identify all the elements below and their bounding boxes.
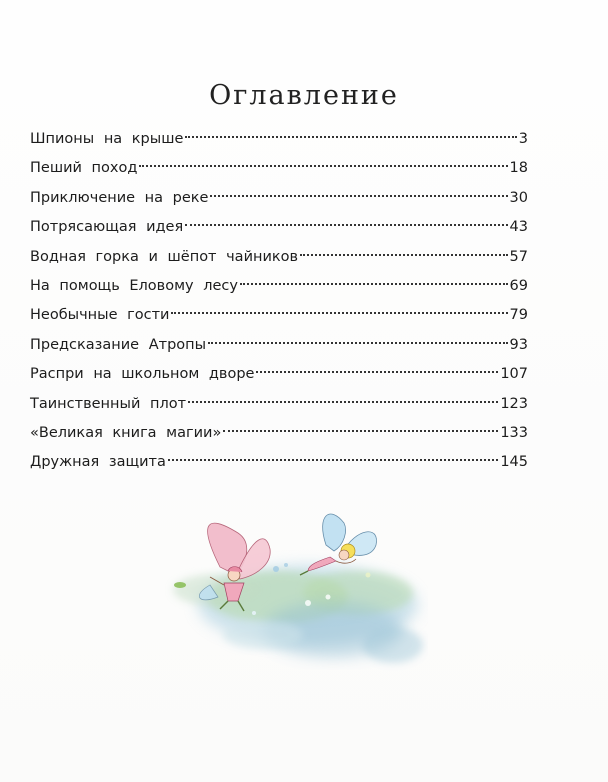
dot-leader — [223, 430, 498, 432]
dot-leader — [185, 224, 507, 226]
toc-entry[interactable] — [30, 213, 528, 242]
toc-entry-title: На помощь Еловому лесу — [30, 277, 238, 294]
toc-entry-title: Потрясающая идея — [30, 219, 184, 236]
toc-entry[interactable] — [30, 184, 528, 213]
toc-entry-title: Таинственный плот — [30, 395, 187, 412]
toc-entry-title: Дружная защита — [30, 454, 166, 471]
toc-entry[interactable] — [30, 301, 528, 330]
toc-entry[interactable] — [30, 272, 528, 301]
toc-entry-title: Приключение на реке — [30, 189, 209, 206]
toc-entry-page: 133 — [500, 424, 528, 441]
toc-entry-title: Предсказание Атропы — [30, 336, 207, 353]
toc-entry-page: 18 — [509, 160, 528, 177]
toc-entry-page: 69 — [509, 277, 528, 294]
toc-entry-page: 3 — [518, 131, 528, 147]
toc-entry-page: 93 — [509, 336, 528, 353]
toc-entry-page: 145 — [500, 454, 528, 471]
toc-entry-title: Пеший поход — [30, 160, 138, 177]
dot-leader — [240, 283, 508, 285]
toc-entry-page: 123 — [500, 395, 528, 412]
toc-entry-page: 107 — [500, 366, 528, 383]
right-fairy — [300, 514, 377, 575]
toc-entry-page: 79 — [509, 307, 528, 324]
toc-entry-page: 57 — [509, 248, 528, 265]
toc-entry[interactable] — [30, 390, 528, 419]
toc-entry[interactable] — [30, 448, 528, 477]
dot-leader — [188, 401, 498, 403]
dot-leader — [185, 136, 516, 138]
dot-leader — [208, 342, 507, 344]
toc-entry[interactable] — [30, 331, 528, 360]
toc-entry[interactable] — [30, 419, 528, 448]
page-title: Оглавление — [209, 80, 399, 112]
toc-entry-title: Шпионы на крыше — [30, 131, 184, 147]
toc-entry-title: Необычные гости — [30, 307, 170, 324]
dot-leader — [300, 254, 507, 256]
fairies-watercolor-illustration-icon — [158, 505, 428, 675]
toc-entry-title: Распри на школьном дворе — [30, 366, 255, 383]
dot-leader — [210, 195, 507, 197]
dot-leader — [171, 312, 507, 314]
toc-entry[interactable] — [30, 360, 528, 389]
toc-entry-page: 43 — [509, 219, 528, 236]
table-of-contents — [30, 125, 528, 478]
toc-entry[interactable] — [30, 154, 528, 183]
toc-entry-page: 30 — [509, 189, 528, 206]
toc-entry[interactable] — [30, 125, 528, 154]
dot-leader — [139, 165, 507, 167]
toc-entry-title: Водная горка и шёпот чайников — [30, 248, 299, 265]
toc-entry[interactable] — [30, 243, 528, 272]
toc-entry-title: «Великая книга магии» — [30, 424, 222, 441]
dot-leader — [256, 371, 498, 373]
watercolor-wash — [173, 565, 423, 663]
dot-leader — [168, 459, 498, 461]
